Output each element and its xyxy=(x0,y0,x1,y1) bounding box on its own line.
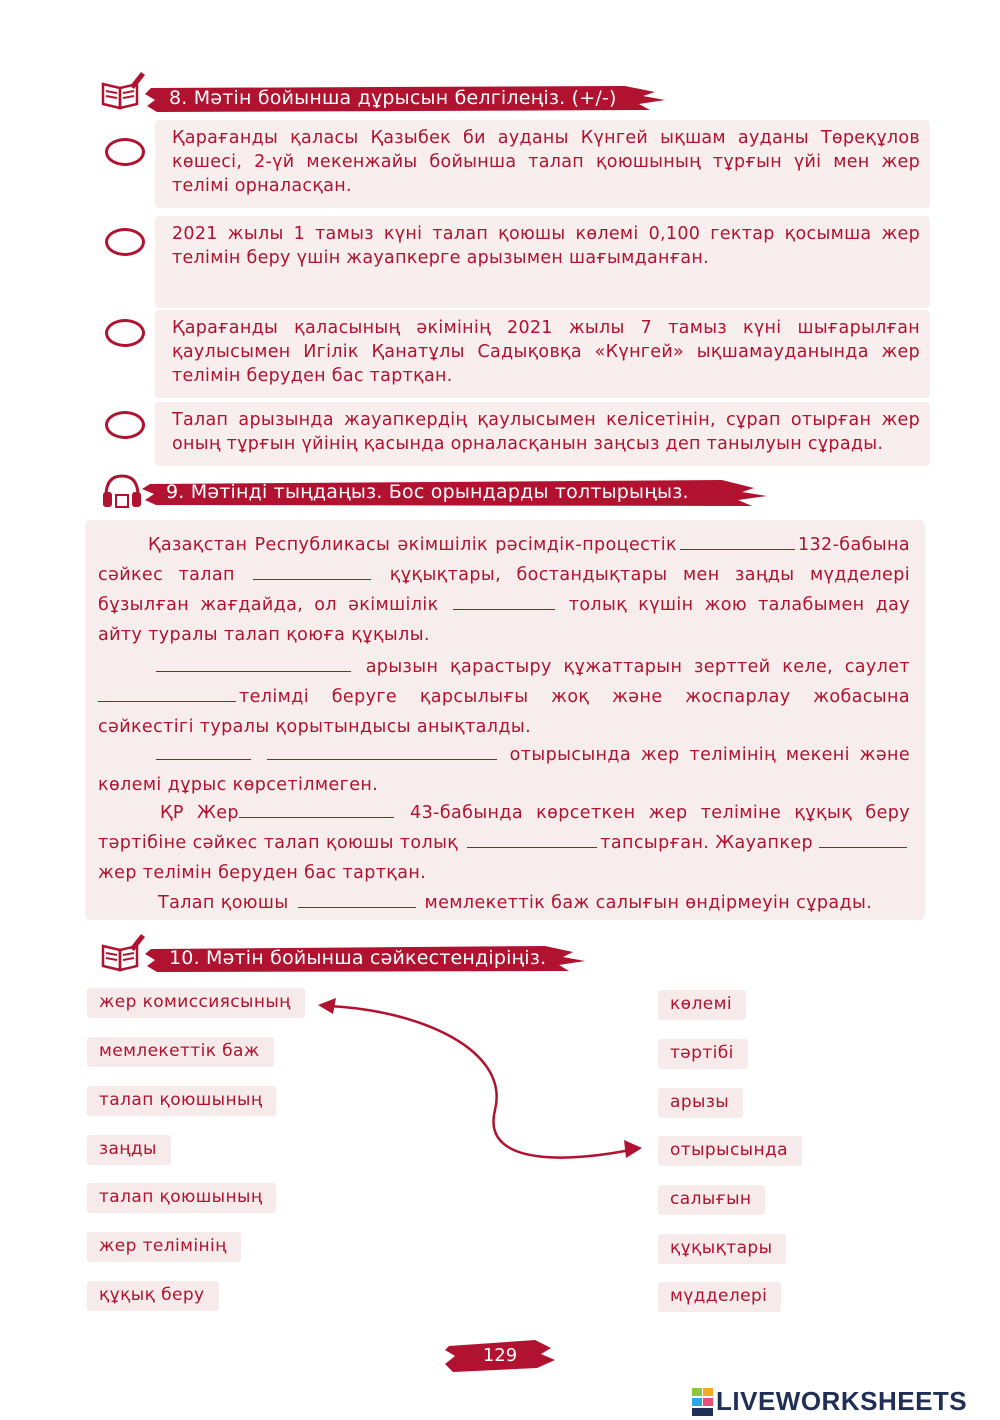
match-left-7[interactable]: құқық беру xyxy=(87,1281,219,1311)
blank-2[interactable] xyxy=(253,561,371,580)
match-right-2[interactable]: тәртібі xyxy=(658,1039,748,1069)
blank-10[interactable] xyxy=(819,829,907,848)
blank-7[interactable] xyxy=(267,741,497,760)
paragraph-5 xyxy=(98,888,910,918)
match-left-5[interactable]: талап қоюшының xyxy=(87,1183,276,1213)
tf-item-4 xyxy=(105,408,920,456)
p5-text-a: Талап қоюшы xyxy=(158,893,289,913)
paragraph-3 xyxy=(98,740,910,800)
tf-item-2 xyxy=(105,222,920,270)
liveworksheets-logo-icon xyxy=(692,1388,714,1416)
tf-item-3 xyxy=(105,316,920,388)
p2-text-b: телімді беруге қарсылығы жоқ және жоспарлау жобасына сәйкестігі туралы қорытындысы анықталды. xyxy=(98,687,910,737)
blank-1[interactable] xyxy=(680,531,795,550)
tf-item-1 xyxy=(105,126,920,198)
match-right-6[interactable]: құқықтары xyxy=(658,1234,786,1264)
p4-text-d: жер телімін беруден бас тартқан. xyxy=(98,863,427,883)
blank-6[interactable] xyxy=(156,741,251,760)
blank-11[interactable] xyxy=(298,889,416,908)
p4-text-b: 43-бабында көрсеткен жер теліміне құқық беру тәртібіне сәйкес талап қоюшы толық xyxy=(98,803,911,853)
paragraph-2 xyxy=(98,652,910,742)
page-number-badge xyxy=(445,1338,555,1374)
section-8-banner xyxy=(145,84,665,114)
match-right-1[interactable]: көлемі xyxy=(658,990,746,1020)
section-8-title: 8. Мәтін бойынша дұрысын белгілеңіз. (+/-) xyxy=(169,87,617,109)
p5-text-b: мемлекеттік баж салығын өндірмеуін сұрады. xyxy=(424,893,873,913)
p4-text-c: тапсырған. Жауапкер xyxy=(600,833,814,853)
paragraph-4 xyxy=(98,798,910,888)
headphones-icon xyxy=(100,470,144,510)
p2-text-a: арызын қарастыру құжаттарын зерттей келе, саулет xyxy=(365,657,910,677)
p1-text-d: толық күшін жою талабымен дау айту туралы талап қоюға құқылы. xyxy=(98,595,910,645)
blank-3[interactable] xyxy=(453,591,555,610)
tf-statement-2: 2021 жылы 1 тамыз күні талап қоюшы көлемі 0,100 гектар қосымша жер телімін беру үшін жауапкерге арызымен шағымданған. xyxy=(172,224,920,268)
tf-answer-circle-4[interactable] xyxy=(105,411,145,439)
tf-statement-1: Қарағанды қаласы Қазыбек би ауданы Күнгей ықшам ауданы Төреқұлов көшесі, 2-үй мекенжайы бойынша талап қоюшының тұрғын үйі мен жер телімі орналасқан. xyxy=(172,128,920,196)
match-left-3[interactable]: талап қоюшының xyxy=(87,1086,276,1116)
brand-text: LIVEWORKSHEETS xyxy=(716,1386,968,1416)
p4-text-a: ҚР Жер xyxy=(160,803,239,823)
section-9-title: 9. Мәтінді тыңдаңыз. Бос орындарды толтырыңыз. xyxy=(166,481,689,503)
section-9-banner xyxy=(142,478,767,508)
section-10-banner xyxy=(145,944,585,974)
match-left-2[interactable]: мемлекеттік баж xyxy=(87,1037,274,1067)
section-10-title: 10. Мәтін бойынша сәйкестендіріңіз. xyxy=(169,947,547,969)
tf-answer-circle-3[interactable] xyxy=(105,319,145,347)
tf-answer-circle-1[interactable] xyxy=(105,138,145,166)
book-pencil-icon xyxy=(100,70,146,112)
p1-text-c: құқықтары, бостандықтары мен заңды мүдделері бұзылған жағдайда, ол әкімшілік xyxy=(98,565,910,615)
match-left-1[interactable]: жер комиссиясының xyxy=(87,988,305,1018)
tf-statement-4: Талап арызында жауапкердің қаулысымен келісетінін, сұрап отырған жер оның тұрғын үйінің қасында орналасқанын заңсыз деп танылуын сұрады. xyxy=(172,410,920,454)
blank-9[interactable] xyxy=(467,829,597,848)
p3-text-a: отырысында жер телімінің мекені және көлемі дұрыс көрсетілмеген. xyxy=(98,745,910,795)
match-right-3[interactable]: арызы xyxy=(658,1088,743,1118)
match-left-4[interactable]: заңды xyxy=(87,1135,171,1165)
match-right-7[interactable]: мүдделері xyxy=(658,1282,781,1312)
tf-statement-3: Қарағанды қаласының әкімінің 2021 жылы 7 тамыз күні шығарылған қаулысымен Игілік Қанатұлы Садықовқа «Күнгей» ықшамауданында жер телімін беруден бас тартқан. xyxy=(172,318,920,386)
match-right-5[interactable]: салығын xyxy=(658,1185,765,1215)
match-left-6[interactable]: жер телімінің xyxy=(87,1232,241,1262)
blank-4[interactable] xyxy=(156,653,351,672)
match-right-4[interactable]: отырысында xyxy=(658,1136,802,1166)
paragraph-1 xyxy=(98,530,910,650)
page-number: 129 xyxy=(482,1345,518,1366)
book-pencil-icon xyxy=(100,932,146,974)
blank-8[interactable] xyxy=(239,799,394,818)
example-match-arrow xyxy=(300,990,660,1180)
blank-5[interactable] xyxy=(98,683,236,702)
tf-answer-circle-2[interactable] xyxy=(105,228,145,256)
p1-text-b: 132-бабына сәйкес талап xyxy=(98,535,910,585)
p1-text-a: Қазақстан Республикасы әкімшілік рәсімдік-процестік xyxy=(148,535,677,555)
